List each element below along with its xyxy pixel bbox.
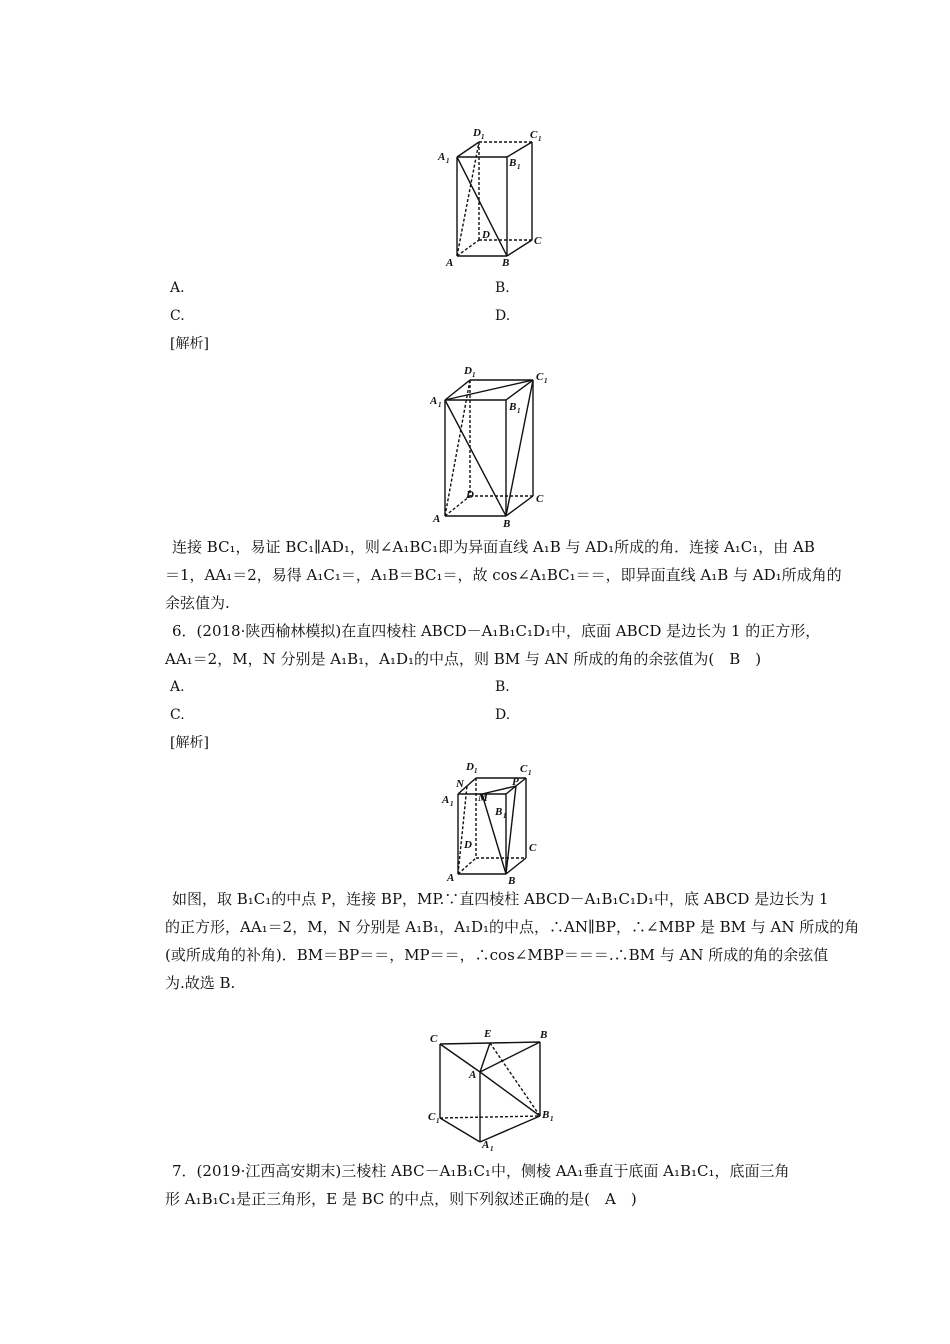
label-C: C (529, 842, 537, 854)
label-B1: B (542, 1109, 550, 1121)
label-D1: D (466, 761, 474, 773)
label-D1: D (473, 127, 481, 139)
prism-3-diagram (436, 756, 556, 888)
label-A1: A (442, 794, 450, 806)
figure-prism-1 (432, 122, 552, 270)
sub-D1: 1 (472, 371, 476, 379)
q7-stem-line-2: 形 A₁B₁C₁是正三角形，E 是 BC 的中点，则下列叙述正确的是( A ) (165, 1190, 637, 1208)
q6-stem-line-1: 6．(2018·陕西榆林模拟)在直四棱柱 ABCD－A₁B₁C₁D₁中，底面 ABCD 是边长为 1 的正方形， (172, 622, 821, 640)
label-A1: A (482, 1139, 490, 1151)
label-C: C (536, 493, 544, 505)
q5-solution-line-3: 余弦值为. (165, 594, 230, 612)
label-A1: A (430, 395, 438, 407)
q6-stem-line-2: AA₁＝2，M，N 分别是 A₁B₁，A₁D₁的中点，则 BM 与 AN 所成的角的余弦值为( B ) (165, 650, 762, 668)
label-B: B (540, 1029, 548, 1041)
label-C1: C (530, 129, 538, 141)
sub-A1: 1 (446, 157, 450, 165)
label-N: N (456, 778, 464, 790)
q6-option-b: B. (495, 679, 510, 695)
sub-D1: 1 (474, 767, 478, 775)
prism-2-diagram (430, 362, 560, 530)
q7-stem-line-1: 7．(2019·江西高安期末)三棱柱 ABC－A₁B₁C₁中，侧棱 AA₁垂直于底面 A₁B₁C₁，底面三角 (172, 1162, 790, 1180)
figure-triangular-prism (420, 1022, 570, 1154)
sub-C1: 1 (544, 377, 548, 385)
label-D1: D (464, 365, 472, 377)
label-A: A (469, 1069, 477, 1081)
triangular-prism-diagram (420, 1022, 570, 1154)
figure-prism-2 (430, 362, 560, 530)
label-D: D (466, 489, 474, 501)
q6-analysis-label: [解析] (170, 735, 209, 751)
label-C1: C (536, 371, 544, 383)
figure-prism-3 (436, 756, 556, 888)
label-D: D (464, 839, 472, 851)
label-M: M (478, 792, 488, 804)
q6-option-d: D. (495, 707, 511, 723)
sub-B1: 1 (517, 163, 521, 171)
sub-A1: 1 (450, 800, 454, 808)
sub-A1: 1 (438, 401, 442, 409)
q6-solution-line-1: 如图，取 B₁C₁的中点 P，连接 BP，MP.∵直四棱柱 ABCD－A₁B₁C₁D₁中，底 ABCD 是边长为 1 (172, 890, 829, 908)
label-B1: B (509, 157, 517, 169)
label-C1: C (520, 763, 528, 775)
sub-A1: 1 (490, 1145, 494, 1153)
q6-solution-line-3: (或所成角的补角)．BM＝BP＝＝，MP＝＝，∴cos∠MBP＝＝＝.∴BM 与 AN 所成的角的余弦值 (165, 946, 829, 964)
label-B: B (502, 257, 510, 269)
sub-B1: 1 (517, 407, 521, 415)
label-B: B (503, 518, 511, 530)
q5-option-d: D. (495, 308, 511, 324)
sub-D1: 1 (481, 133, 485, 141)
q5-option-c: C. (170, 308, 185, 324)
label-A: A (447, 872, 455, 884)
label-A1: A (438, 151, 446, 163)
label-B1: B (509, 401, 517, 413)
label-B: B (508, 875, 516, 887)
q5-option-b: B. (495, 280, 510, 296)
sub-C1: 1 (528, 769, 532, 777)
q6-option-c: C. (170, 707, 185, 723)
label-D: D (482, 229, 490, 241)
q6-option-a: A. (170, 679, 185, 695)
label-C: C (430, 1033, 438, 1045)
label-P: P (512, 776, 519, 788)
label-A: A (446, 257, 454, 269)
q6-solution-line-2: 的正方形，AA₁＝2，M，N 分别是 A₁B₁，A₁D₁的中点，∴AN∥BP，∴∠MBP 是 BM 与 AN 所成的角 (165, 918, 860, 936)
q5-analysis-label: [解析] (170, 336, 209, 352)
sub-C1: 1 (538, 135, 542, 143)
label-B1: B (495, 806, 503, 818)
label-C1: C (428, 1111, 436, 1123)
sub-B1: 1 (503, 812, 507, 820)
q5-solution-line-1: 连接 BC₁，易证 BC₁∥AD₁，则∠A₁BC₁即为异面直线 A₁B 与 AD₁所成的角．连接 A₁C₁，由 AB (172, 538, 815, 556)
sub-C1: 1 (436, 1117, 440, 1125)
q5-option-a: A. (170, 280, 185, 296)
sub-B1: 1 (550, 1115, 554, 1123)
prism-1-diagram (432, 122, 552, 270)
q6-solution-line-4: 为.故选 B. (165, 974, 236, 992)
label-E: E (484, 1028, 492, 1040)
label-C: C (534, 235, 542, 247)
q5-solution-line-2: ＝1，AA₁＝2，易得 A₁C₁＝，A₁B＝BC₁＝，故 cos∠A₁BC₁＝＝，即异面直线 A₁B 与 AD₁所成角的 (165, 566, 842, 584)
label-A: A (433, 513, 441, 525)
